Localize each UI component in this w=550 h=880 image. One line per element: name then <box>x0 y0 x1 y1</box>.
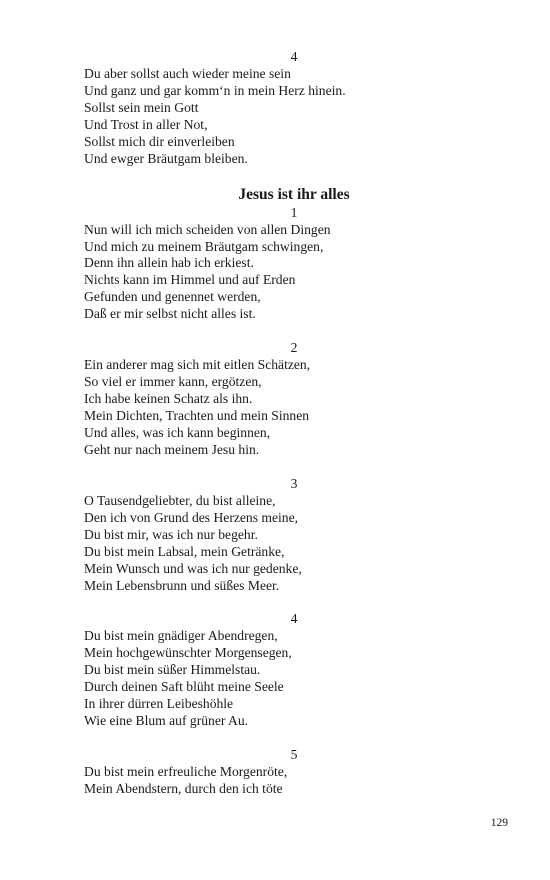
verse-line: Denn ihn allein hab ich erkiest. <box>84 255 254 271</box>
stanza-4 <box>84 611 504 730</box>
stanza-1 <box>84 205 504 324</box>
verse-line: O Tausendgeliebter, du bist alleine, <box>84 492 276 508</box>
verse-line: Du bist mein gnädiger Abendregen, <box>84 628 278 644</box>
page-text <box>84 49 504 798</box>
verse-line: Durch deinen Saft blüht meine Seele <box>84 679 284 695</box>
verse-line: Und ganz und gar komm‘n in mein Herz hinein. <box>84 82 346 98</box>
verse-line: Und ewger Bräutgam bleiben. <box>84 150 248 166</box>
stanza-number: 5 <box>290 747 298 763</box>
verse-line: Daß er mir selbst nicht alles ist. <box>84 306 256 322</box>
stanza-5 <box>84 747 504 798</box>
verse-line: Du bist mein erfreuliche Morgenröte, <box>84 764 288 779</box>
verse-line: Mein Wunsch und was ich nur gedenke, <box>84 560 302 576</box>
verse-line: Den ich von Grund des Herzens meine, <box>84 509 299 525</box>
stanza-number: 1 <box>290 204 298 220</box>
verse-line: Gefunden und genennet werden, <box>84 289 261 305</box>
verse-line: Ein anderer mag sich mit eitlen Schätzen, <box>84 357 311 373</box>
stanza-number: 2 <box>290 340 298 356</box>
stanza-number: 4 <box>290 611 298 627</box>
verse-line: Und mich zu meinem Bräutgam schwingen, <box>84 238 324 254</box>
verse-line: Mein Lebensbrunn und süßes Meer. <box>84 577 280 593</box>
verse-line: Wie eine Blum auf grüner Au. <box>84 713 249 729</box>
verse-line: Und alles, was ich kann beginnen, <box>84 424 271 440</box>
verse-line: Mein Dichten, Trachten und mein Sinnen <box>84 408 310 424</box>
verse-line: So viel er immer kann, ergötzen, <box>84 374 262 390</box>
verse-line: Du bist mein süßer Himmelstau. <box>84 662 261 678</box>
poem-title: Jesus ist ihr alles <box>238 185 350 203</box>
verse-line: Du bist mein Labsal, mein Getränke, <box>84 543 285 559</box>
verse-line: Nun will ich mich scheiden von allen Dingen <box>84 221 331 237</box>
verse-line: Geht nur nach meinem Jesu hin. <box>84 441 260 457</box>
verse-line: Sollst mich dir einverleiben <box>84 133 235 149</box>
stanza-3 <box>84 476 504 595</box>
verse-line: Nichts kann im Himmel und auf Erden <box>84 272 296 288</box>
verse-line: Du aber sollst auch wieder meine sein <box>84 65 291 81</box>
verse-line: In ihrer dürren Leibeshöhle <box>84 696 234 712</box>
verse-line: Und Trost in aller Not, <box>84 116 208 132</box>
verse-line: Mein hochgewünschter Morgensegen, <box>84 645 292 661</box>
verse-line: Ich habe keinen Schatz als ihn. <box>84 391 253 407</box>
page-number: 129 <box>490 817 508 829</box>
verse-line: Sollst sein mein Gott <box>84 99 199 115</box>
stanza-2 <box>84 340 504 459</box>
stanza-number: 4 <box>290 49 298 64</box>
stanza-number: 3 <box>290 475 298 491</box>
verse-line: Du bist mir, was ich nur begehr. <box>84 526 258 542</box>
verse-line: Mein Abendstern, durch den ich töte <box>84 780 283 796</box>
intro-stanza <box>84 49 504 168</box>
